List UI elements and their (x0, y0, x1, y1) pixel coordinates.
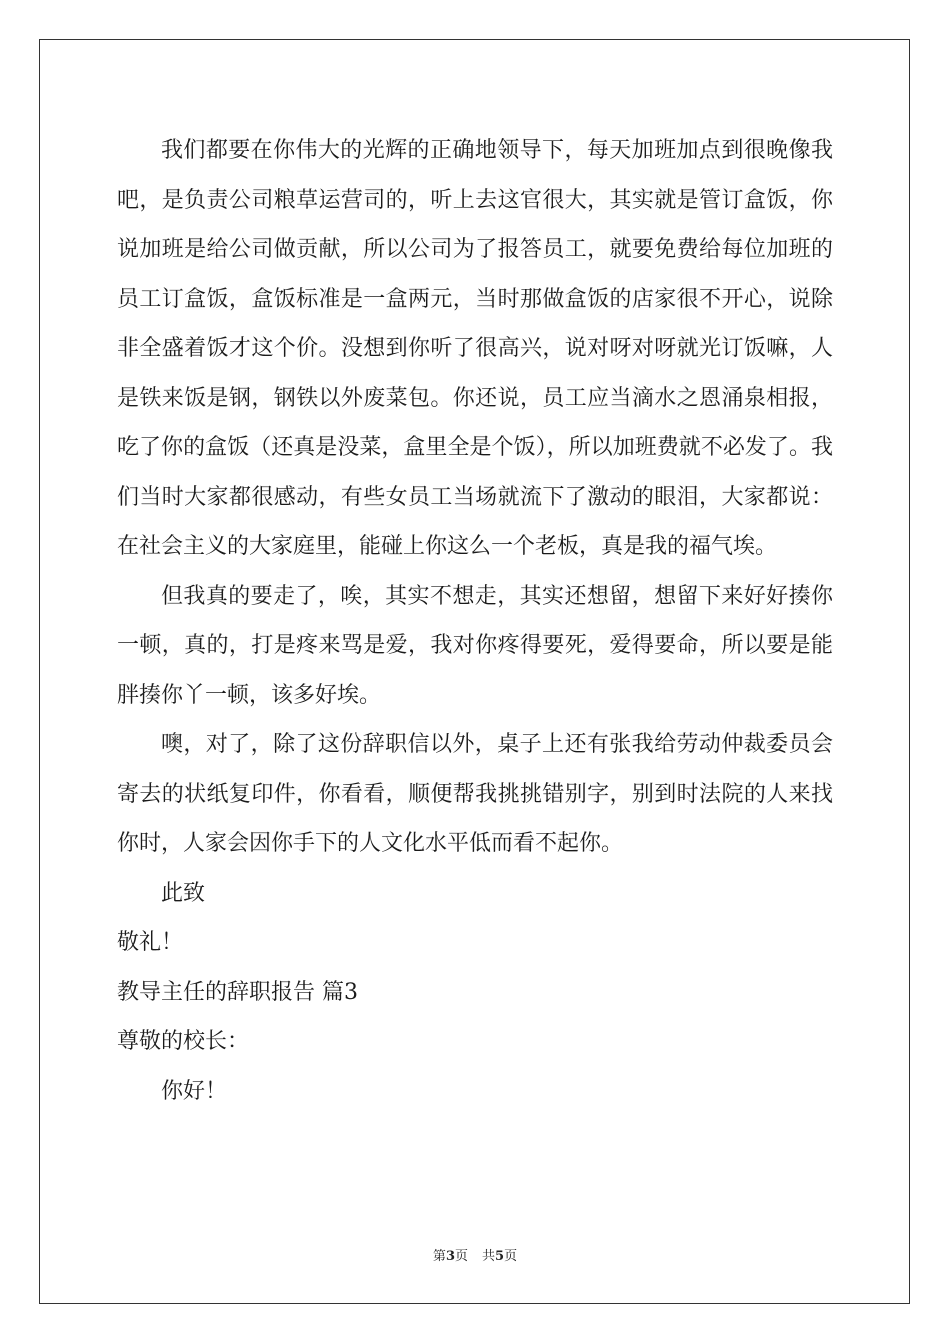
document-body (117, 126, 833, 1116)
page-prefix: 第 (432, 1249, 446, 1264)
total-pages: 5 (495, 1249, 505, 1264)
greeting-line: 你好！ (161, 1078, 228, 1104)
paragraph-1: 我们都要在你伟大的光辉的正确地领导下，每天加班加点到很晚像我吧，是负责公司粮草运营司的，听上去这官很大，其实就是管订盒饭，你说加班是给公司做贡献，所以公司为了报答员工，就要免费给每位加班的员工订盒饭，盒饭标准是一盒两元，当时那做盒饭的店家很不开心，说除非全盛着饭才这个价。没想到你听了很高兴，说对呀对呀就光订饭嘛，人是铁来饭是钢，钢铁以外废菜包。你还说，员工应当滴水之恩涌泉相报，吃了你的盒饭（还真是没菜，盒里全是个饭），所以加班费就不必发了。我们当时大家都很感动，有些女员工当场就流下了激动的眼泪，大家都说：在社会主义的大家庭里，能碰上你这么一个老板，真是我的福气埃。 (117, 138, 833, 559)
paragraph-2: 但我真的要走了，唉，其实不想走，其实还想留，想留下来好好揍你一顿，真的，打是疼来骂是爱，我对你疼得要死，爱得要命，所以要是能胖揍你丫一顿，该多好埃。 (117, 583, 833, 708)
total-suffix: 页 (504, 1249, 518, 1264)
total-prefix: 共 (482, 1249, 496, 1264)
salute-line: 敬礼！ (117, 930, 184, 955)
section-title: 教导主任的辞职报告 篇3 (117, 979, 358, 1005)
closing-line: 此致 (161, 880, 206, 906)
addressee-line: 尊敬的校长： (117, 1029, 250, 1054)
page-footer (0, 1245, 950, 1264)
paragraph-3: 噢，对了，除了这份辞职信以外，桌子上还有张我给劳动仲裁委员会寄去的状纸复印件，你看看，顺便帮我挑挑错别字，别到时法院的人来找你时，人家会因你手下的人文化水平低而看不起你。 (117, 732, 833, 856)
page-number: 3 (445, 1249, 455, 1264)
page-suffix: 页 (454, 1249, 468, 1264)
